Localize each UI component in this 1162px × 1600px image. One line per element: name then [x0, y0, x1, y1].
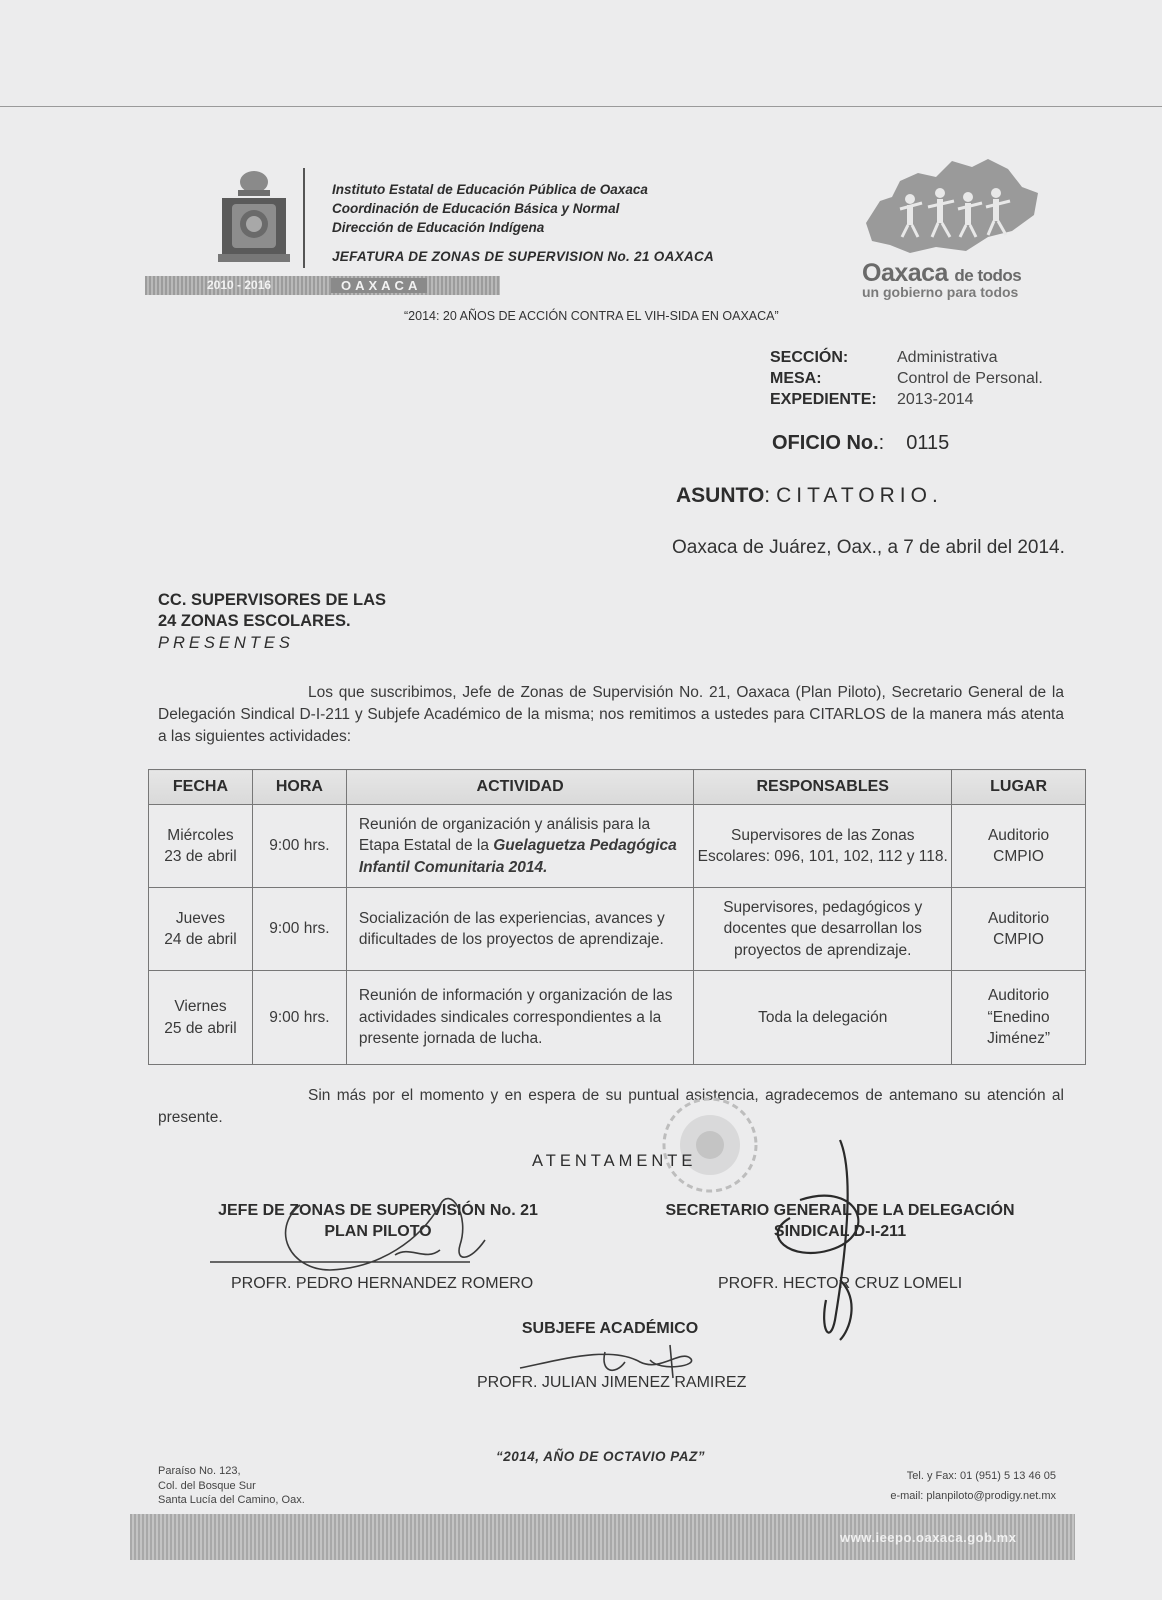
actividad-text: Reunión de organización y análisis para la Etapa Estatal de la [358, 815, 651, 855]
institution-line: Coordinación de Educación Básica y Normal [332, 201, 620, 216]
cell-hora: 9:00 hrs. [252, 805, 346, 888]
lugar-line: “Enedino [987, 1008, 1050, 1026]
lugar-line: Auditorio [987, 826, 1050, 844]
footer-contact [890, 1466, 1056, 1506]
body-paragraph: Los que suscribimos, Jefe de Zonas de Supervisión No. 21, Oaxaca (Plan Piloto), Secretario General de la Delegación Sindical D-I-211 y Subjefe Académico de la misma; nos remitimos a ustedes para CITARLOS de la manera más atenta a las siguientes actividades: [158, 684, 1064, 745]
cell-actividad: Socialización de las experiencias, avances y dificultades de los proyectos de aprendizaje. [346, 888, 694, 971]
footer-tel: Tel. y Fax: 01 (951) 5 13 46 05 [906, 1470, 1056, 1482]
left-signer-title-line: PLAN PILOTO [324, 1223, 432, 1240]
institution-line: Dirección de Educación Indígena [332, 220, 545, 235]
center-signer-title: SUBJEFE ACADÉMICO [521, 1320, 699, 1337]
actividad-emphasis: Guelaguetza Pedagógica Infantil Comunitaria 2014. [358, 837, 677, 876]
right-signer-title-line: SECRETARIO GENERAL DE LA DELEGACIÓN [665, 1202, 1015, 1219]
lugar-line: Auditorio [987, 987, 1050, 1005]
left-signature-icon [210, 1199, 485, 1270]
cell-actividad: Reunión de información y organización de las actividades sindicales correspondientes a la presente jornada de lucha. [346, 971, 694, 1065]
addressee-line: 24 ZONAS ESCOLARES. [158, 612, 351, 630]
gov-logo-title-main: Oaxaca [862, 259, 948, 287]
expediente-label: EXPEDIENTE: [770, 391, 877, 408]
oficio-colon: : [878, 432, 885, 454]
cell-hora: 9:00 hrs. [252, 971, 346, 1065]
fecha-date: 25 de abril [164, 1019, 237, 1037]
right-signer-title-line: SINDICAL D-I-211 [773, 1223, 907, 1240]
asunto-value: CITATORIO. [776, 484, 943, 507]
center-signer-name: PROFR. JULIAN JIMENEZ RAMIREZ [477, 1374, 747, 1391]
fecha-day: Miércoles [167, 826, 234, 844]
lugar-line: Auditorio [987, 909, 1050, 927]
cell-responsables: Toda la delegación [694, 971, 952, 1065]
oficio-label: OFICIO No. [772, 432, 879, 454]
fecha-date: 23 de abril [164, 848, 237, 865]
fecha-day: Jueves [175, 909, 226, 927]
gov-logo-subtitle: un gobierno para todos [862, 284, 1019, 300]
footer-motto: “2014, AÑO DE OCTAVIO PAZ” [496, 1449, 706, 1464]
cell-responsables: Supervisores, pedagógicos y docentes que desarrollan los proyectos de aprendizaje. [694, 888, 952, 971]
cell-hora: 9:00 hrs. [252, 888, 346, 971]
mesa-label: MESA: [770, 370, 822, 387]
presentes: PRESENTES [158, 634, 294, 652]
column-header-lugar: LUGAR [952, 770, 1086, 805]
atentamente: ATENTAMENTE [532, 1152, 697, 1170]
column-header-fecha: FECHA [149, 770, 253, 805]
band-years: 2010 - 2016 [207, 278, 272, 292]
right-signature-icon [778, 1140, 859, 1340]
column-header-responsables: RESPONSABLES [694, 770, 952, 805]
left-signer-name: PROFR. PEDRO HERNANDEZ ROMERO [231, 1275, 534, 1292]
seccion-label: SECCIÓN: [770, 349, 849, 366]
jefatura-title: JEFATURA DE ZONAS DE SUPERVISION No. 21 OAXACA [332, 249, 715, 264]
band-state: OAXACA [341, 278, 422, 293]
footer-address-line: Santa Lucía del Camino, Oax. [158, 1494, 305, 1506]
lugar-line: CMPIO [993, 848, 1044, 865]
fecha-day: Viernes [174, 998, 227, 1015]
column-header-actividad: ACTIVIDAD [346, 770, 694, 805]
column-header-hora: HORA [252, 770, 346, 805]
date-line: Oaxaca de Juárez, Oax., a 7 de abril del 2014. [672, 537, 1065, 558]
footer-address-line: Col. del Bosque Sur [158, 1479, 256, 1492]
expediente-value: 2013-2014 [897, 391, 974, 408]
center-signature-icon [520, 1345, 692, 1378]
mesa-value: Control de Personal. [897, 370, 1043, 387]
slogan: “2014: 20 AÑOS DE ACCIÓN CONTRA EL VIH-SIDA EN OAXACA” [404, 309, 779, 323]
footer-address-line: Paraíso No. 123, [158, 1465, 241, 1477]
institution-line: Instituto Estatal de Educación Pública de Oaxaca [332, 182, 648, 197]
closing-paragraph: Sin más por el momento y en espera de su puntual asistencia, agradecemos de antemano su atención al presente. [158, 1087, 1064, 1126]
cell-responsables: Supervisores de las Zonas Escolares: 096, 101, 102, 112 y 118. [694, 805, 952, 888]
oficio-value: 0115 [906, 432, 950, 454]
seccion-value: Administrativa [897, 349, 998, 366]
gov-logo-title-suffix: de todos [954, 266, 1022, 285]
footer-website: www.ieepo.oaxaca.gob.mx [840, 1530, 1017, 1545]
lugar-line: Jiménez” [987, 1030, 1050, 1048]
fecha-date: 24 de abril [164, 931, 237, 948]
addressee-line: CC. SUPERVISORES DE LAS [158, 591, 386, 609]
asunto-colon: : [764, 484, 771, 507]
left-signer-title-line: JEFE DE ZONAS DE SUPERVISIÓN No. 21 [218, 1202, 538, 1219]
footer-address [158, 1464, 305, 1508]
asunto-label: ASUNTO [676, 484, 765, 507]
right-signer-name: PROFR. HECTOR CRUZ LOMELI [718, 1275, 963, 1292]
lugar-line: CMPIO [993, 931, 1044, 948]
footer-email: e-mail: planpiloto@prodigy.net.mx [890, 1490, 1056, 1502]
